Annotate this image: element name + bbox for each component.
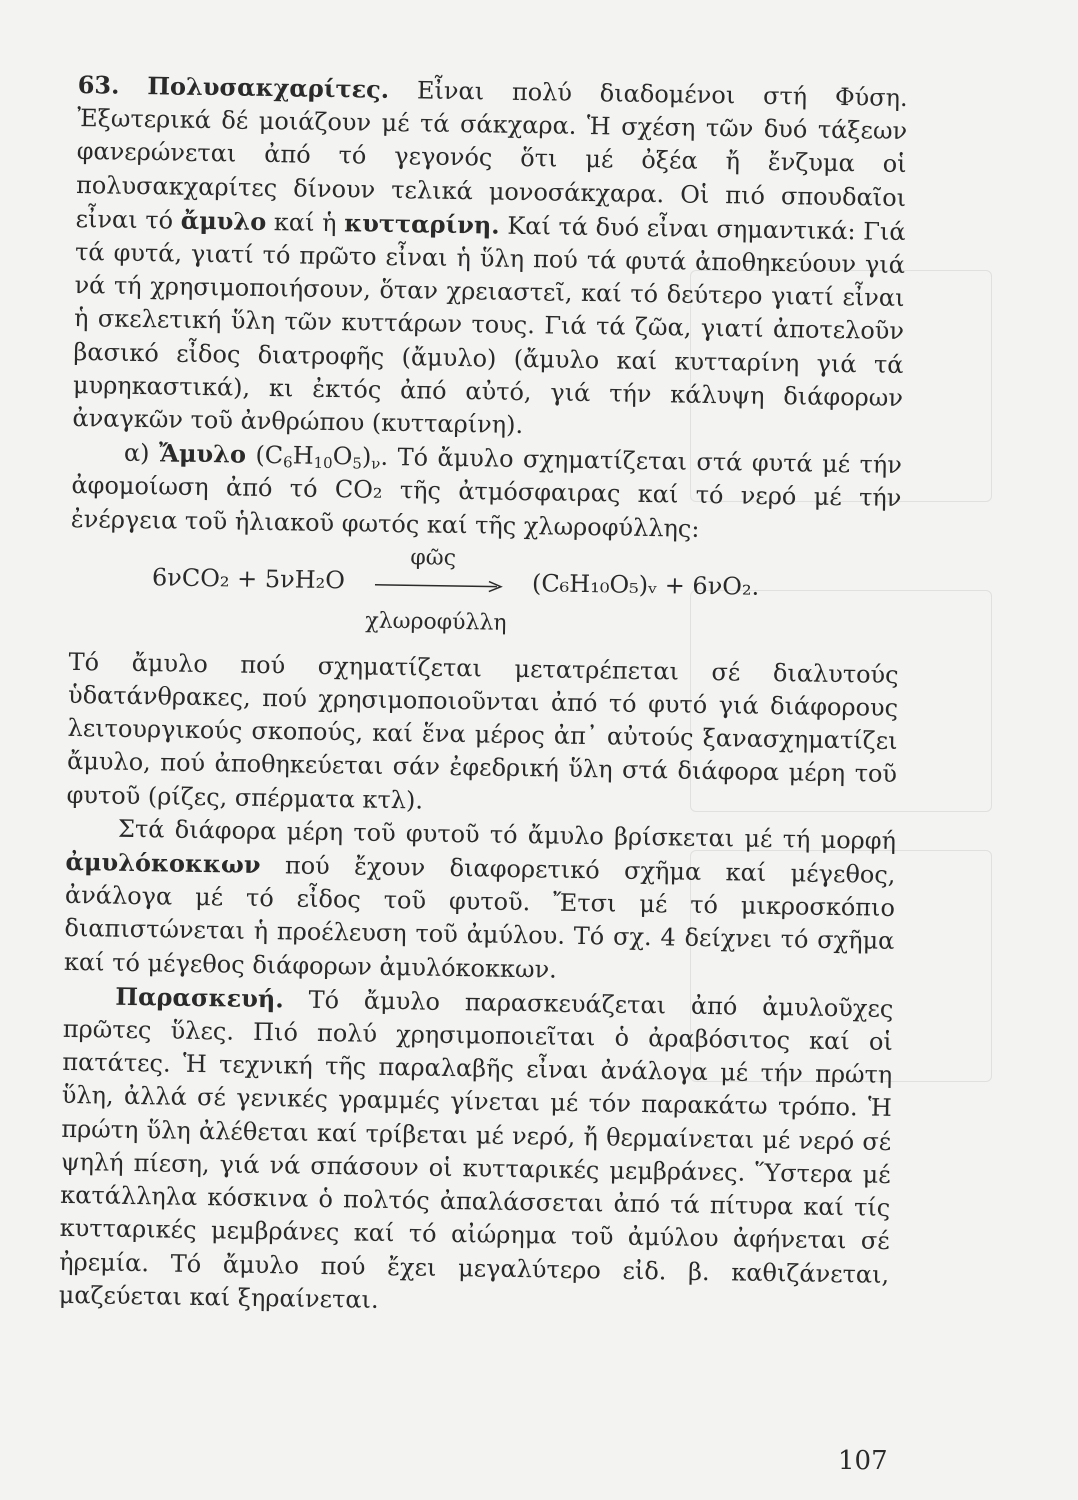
section-63-paragraph [72, 68, 908, 448]
conjunction: καί ἡ [273, 207, 337, 237]
page-number: 107 [838, 1446, 888, 1476]
text-block [58, 68, 907, 1325]
term-amylo: ἄμυλο [180, 205, 267, 236]
paragraph-text: πού ἔχουν διαφορετικό σχῆμα καί μέγεθος, ἀνάλογα μέ τό εἶδος τοῦ φυτοῦ. Ἔτσι μέ τό μικροσκόπιο διαπιστώνεται ἡ προέλευση τοῦ ἀμύλου. Τό σχ. 4 δείχνει τό σχῆμα καί τό μέγεθος διάφορων ἀμυλόκοκκων. [63, 851, 896, 984]
term-kyttarini: κυτταρίνη. [344, 208, 500, 240]
section-intro: Εἶναι πολύ διαδομένοι στή Φύση. Ἐξωτερικά δέ μοιάζουν μέ τά σάκχαρα. Ἡ σχέση τῶν δυό τάξεων φανερώνεται ἀπό τό γεγονός ὅτι μέ ὀξέα ἤ ἔνζυμα οἱ πολυσακχαρίτες δίνουν τελικά μονοσάκχαρα. Οἱ πιό σπουδαῖοι εἶναι τό [75, 76, 908, 235]
paragraph-text: Τό ἄμυλο πού σχηματίζεται μετατρέπεται σέ διαλυτούς ὑδατάνθρακες, πού χρησιμοποιοῦνται ἀπό τό φυτό γιά διάφορους λειτουργικούς σκοπούς, καί ἕνα μέρος ἀπ᾽ αὐτούς ξανασχηματίζει ἄμυλο, πού ἀποθηκεύεται σάν ἐφεδρική ὕλη στά διάφορα μέρη τοῦ φυτοῦ (ρίζες, σπέρματα κτλ). [66, 647, 899, 815]
equation-condition-chlorophyll: χλωροφύλλη [365, 608, 507, 636]
term-paraskevi: Παρασκευή. [115, 981, 284, 1014]
equation-condition-light: φῶς [410, 545, 457, 571]
amylo-formula: $(C_6H_{10}O_5)_\nu$. [255, 441, 389, 474]
subsection-text: Τό ἄμυλο σχηματίζεται στά φυτά μέ τήν ἀφομοίωση ἀπό τό CO₂ τῆς ἀτμόσφαιρας καί τό νερό μέ τήν ἐνέργεια τοῦ ἡλιακοῦ φωτός καί τῆς χλωροφύλλης: [70, 443, 903, 543]
photosynthesis-equation [69, 542, 900, 655]
section-number: 63. [77, 69, 120, 100]
term-amylokokkoi: ἀμυλόκοκκων [65, 846, 261, 880]
section-intro-rest: Καί τά δυό εἶναι σημαντικά: Γιά τά φυτά, γιατί τό πρῶτο εἶναι ἡ ὕλη πού τά φυτά ἀποθηκεύουν γιά νά τή χρησιμοποιήσουν, ὅταν χρειαστεῖ, καί τό δεύτερο γιατί εἶναι ἡ σκελετική ὕλη τῶν κυττάρων τους. Γιά τά ζῶα, γιατί ἀποτελοῦν βασικό εἶδος διατροφῆς (ἄμυλο) (ἄμυλο καί κυτταρίνη γιά τά μυρηκαστικά), κι ἐκτός ἀπό αὐτό, γιά τήν κάλυψη διάφορων ἀναγκῶν τοῦ ἀνθρώπου (κυτταρίνη). [72, 211, 906, 440]
paragraph-text: Στά διάφορα μέρη τοῦ φυτοῦ τό ἄμυλο βρίσκεται μέ τή μορφή [117, 814, 897, 855]
equation-reactants: 6νCO₂ + 5νH₂O [151, 563, 346, 595]
subsection-title: Ἄμυλο [158, 438, 247, 469]
paragraph-starch-conversion [66, 646, 899, 825]
section-title: Πολυσακχαρίτες. [147, 71, 390, 104]
paragraph-text: Τό ἄμυλο παρασκευάζεται ἀπό ἀμυλοῦχες πρῶτες ὕλες. Πιό πολύ χρησιμοποιεῖται ὁ ἀραβόσιτος καί οἱ πατάτες. Ἡ τεχνική τῆς παραλαβῆς εἶναι ἀνάλογα μέ τήν πρώτη ὕλη, ἀλλά σέ γενικές γραμμές γίνεται μέ τόν παρακάτω τρόπο. Ἡ πρώτη ὕλη ἀλέθεται καί τρίβεται μέ νερό, ἤ θερμαίνεται μέ νερό σέ ψηλή πίεση, γιά νά σπάσουν οἱ κυτταρικές μεμβράνες. Ὕστερα μέ κατάλληλα κόσκινα ὁ πολτός ἀπαλάσσεται ἀπό τά πίτυρα καί τίς κυτταρικές μεμβράνες καί τό αἰώρημα τοῦ ἀμύλου ἀφήνεται σέ ἠρεμία. Τό ἄμυλο πού ἔχει μεγαλύτερο εἰδ. β. καθιζάνεται, μαζεύεται καί ξηραίνεται. [58, 985, 894, 1314]
paragraph-starch-granules [64, 812, 897, 992]
reaction-arrow-icon [375, 575, 505, 597]
equation-products: (C₆H₁₀O₅)ᵥ + 6νO₂. [531, 569, 760, 601]
subsection-label: α) [123, 439, 150, 468]
subsection-a-paragraph [71, 435, 902, 549]
paragraph-preparation [58, 979, 893, 1325]
